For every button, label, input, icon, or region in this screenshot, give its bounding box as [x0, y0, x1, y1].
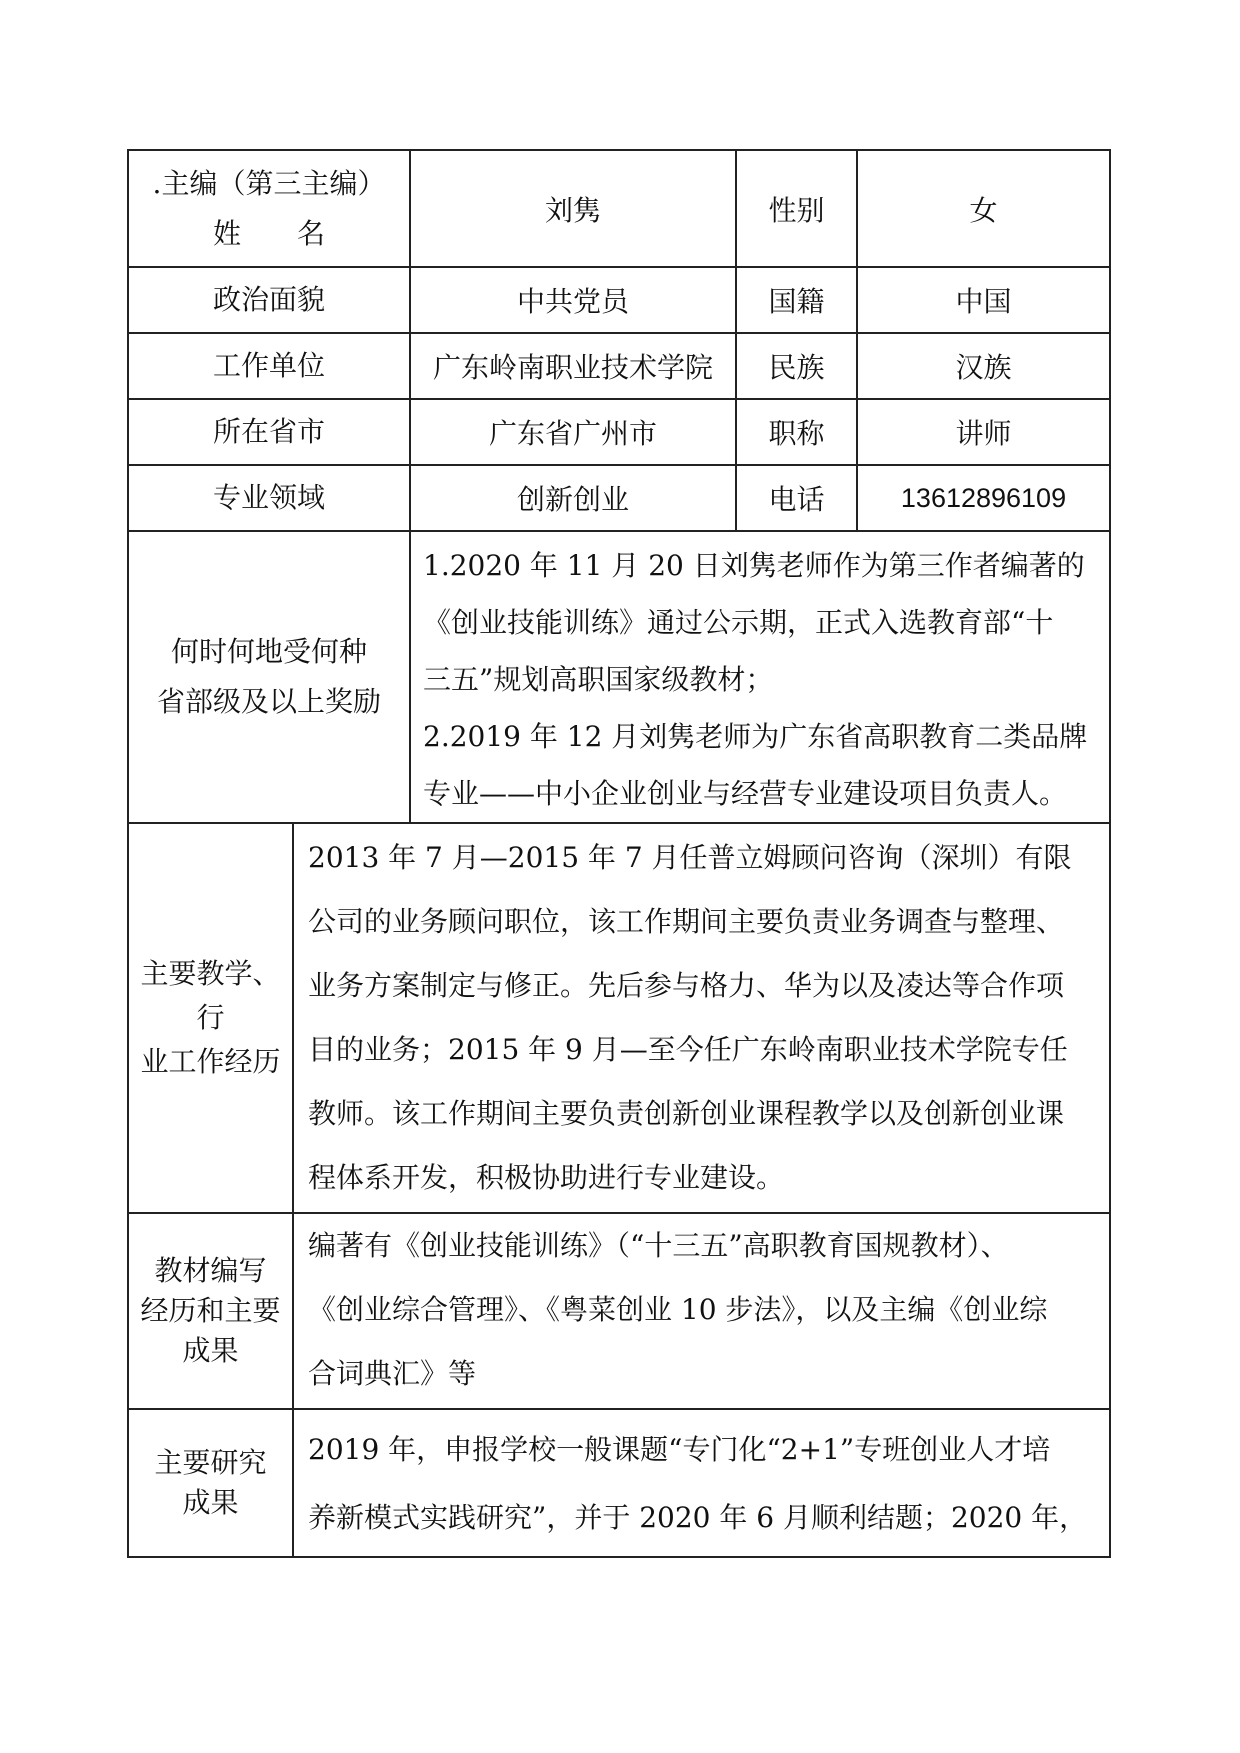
work-unit-label-cell	[129, 334, 409, 398]
awards-label-line: 省部级及以上奖励	[156, 685, 381, 718]
experience-content	[294, 824, 1109, 1210]
research-label-cell	[129, 1410, 292, 1556]
textbooks-label-line: 教材编写	[154, 1254, 267, 1287]
phone-value: 13612896109	[900, 482, 1067, 513]
awards-line: 《创业技能训练》通过公示期，正式入选教育部“十	[423, 606, 1054, 639]
table-border	[1109, 149, 1111, 1557]
experience-line: 目的业务；2015 年 9 月—至今任广东岭南职业技术学院专任	[308, 1033, 1068, 1066]
textbooks-line: 《创业综合管理》、《粤菜创业 10 步法》，以及主编《创业综	[308, 1293, 1048, 1326]
experience-label-line: 业工作经历	[140, 1045, 281, 1078]
province-city-label: 所在省市	[212, 415, 325, 448]
textbooks-label-cell	[129, 1214, 292, 1408]
province-city-value: 广东省广州市	[488, 417, 657, 450]
title-value: 讲师	[955, 417, 1012, 450]
phone-label: 电话	[768, 483, 825, 516]
province-city-label-cell	[129, 400, 409, 464]
textbooks-content	[294, 1214, 1109, 1406]
textbooks-line: 合词典汇》等	[308, 1357, 477, 1390]
specialty-value: 创新创业	[516, 483, 629, 516]
political-status-value: 中共党员	[516, 285, 629, 318]
nationality-label: 国籍	[768, 285, 825, 318]
gender-label: 性别	[768, 193, 825, 227]
nationality-value: 中国	[955, 285, 1012, 318]
work-unit-value: 广东岭南职业技术学院	[432, 351, 713, 384]
research-label-line: 成果	[182, 1486, 239, 1519]
gender-value: 女	[969, 193, 998, 227]
research-line: 2019 年，申报学校一般课题“专门化“2+1”专班创业人才培	[308, 1433, 1051, 1466]
political-status-label-cell	[129, 268, 409, 332]
awards-line: 1.2020 年 11 月 20 日刘隽老师作为第三作者编著的	[423, 549, 1085, 582]
research-content	[294, 1410, 1109, 1552]
awards-line: 2.2019 年 12 月刘隽老师为广东省高职教育二类品牌	[423, 720, 1088, 753]
experience-line: 程体系开发，积极协助进行专业建设。	[308, 1161, 785, 1194]
name-value: 刘隽	[544, 193, 601, 227]
ethnicity-value: 汉族	[955, 351, 1012, 384]
specialty-label-cell	[129, 466, 409, 530]
specialty-label: 专业领域	[212, 481, 325, 514]
work-unit-label: 工作单位	[212, 349, 325, 382]
awards-label-cell	[129, 532, 409, 822]
awards-label-line: 何时何地受何种	[170, 635, 367, 668]
table-border	[127, 1556, 1111, 1558]
experience-line: 业务方案制定与修正。先后参与格力、华为以及凌达等合作项	[308, 969, 1065, 1002]
name-label-cell	[129, 151, 409, 266]
experience-label-cell	[129, 824, 292, 1212]
textbooks-line: 编著有《创业技能训练》（“十三五”高职教育国规教材）、	[308, 1229, 1009, 1262]
awards-content	[411, 537, 1109, 822]
experience-line: 2013 年 7 月—2015 年 7 月任普立姆顾问咨询（深圳）有限	[308, 841, 1072, 874]
editor-role-label: .主编（第三主编）	[152, 166, 386, 200]
research-line: 养新模式实践研究”，并于 2020 年 6 月顺利结题；2020 年，	[308, 1501, 1088, 1534]
experience-line: 公司的业务顾问职位，该工作期间主要负责业务调查与整理、	[308, 905, 1065, 938]
awards-line: 专业——中小企业创业与经营专业建设项目负责人。	[423, 777, 1068, 810]
name-label: 姓 名	[212, 216, 325, 250]
textbooks-label-line: 成果	[182, 1334, 239, 1367]
textbooks-label-line: 经历和主要	[140, 1294, 281, 1327]
title-label: 职称	[768, 417, 825, 450]
experience-label-line: 主要教学、行	[140, 957, 281, 1034]
experience-line: 教师。该工作期间主要负责创新创业课程教学以及创新创业课	[308, 1097, 1065, 1130]
research-label-line: 主要研究	[154, 1446, 267, 1479]
ethnicity-label: 民族	[768, 351, 825, 384]
awards-line: 三五”规划高职国家级教材；	[423, 663, 774, 696]
political-status-label: 政治面貌	[212, 283, 325, 316]
